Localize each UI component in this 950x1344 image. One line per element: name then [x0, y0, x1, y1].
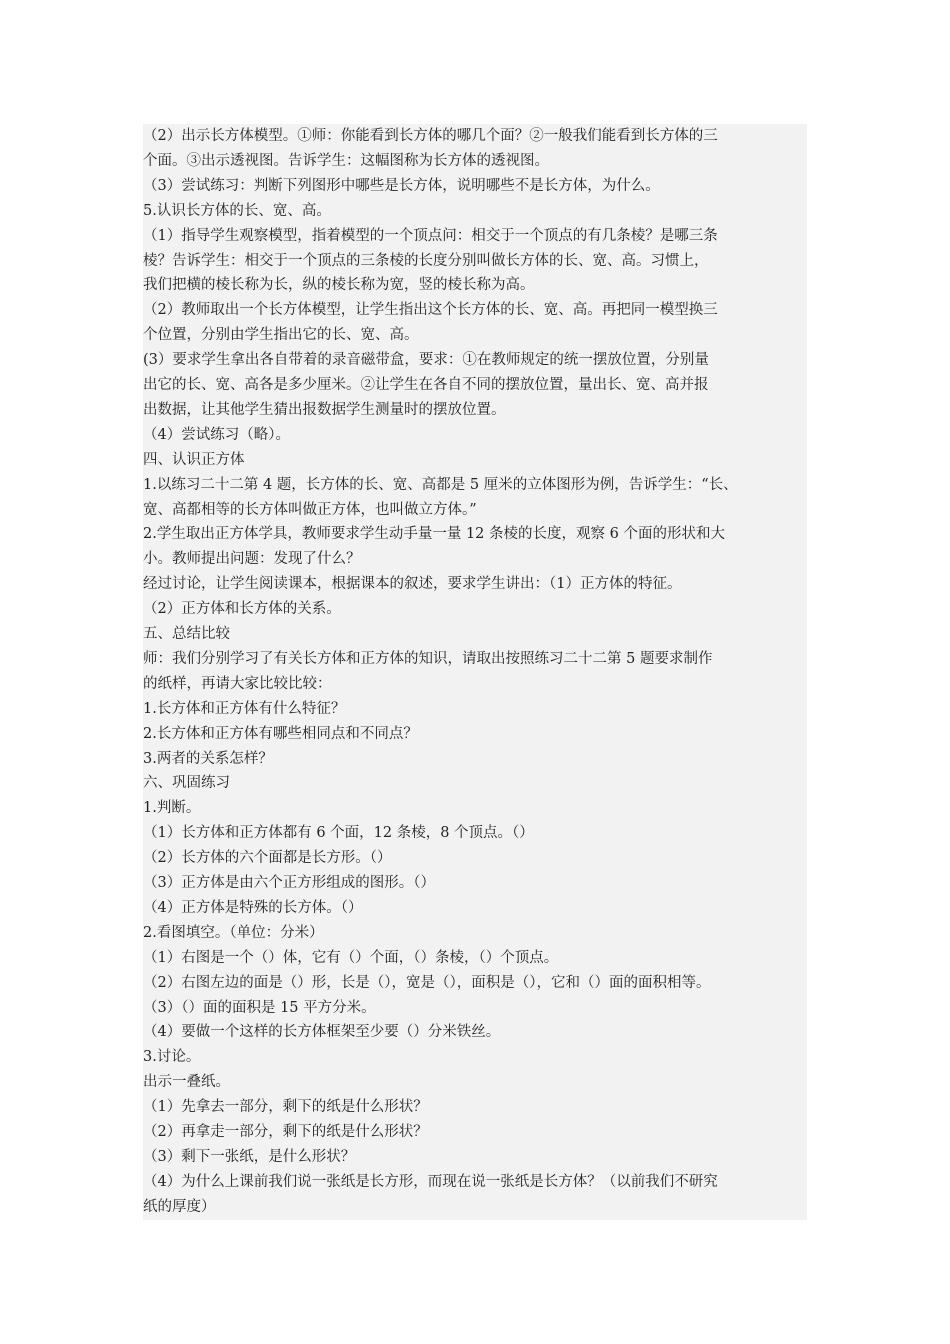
lesson-plan-text-block [143, 124, 807, 1220]
text-line: （2）长方体的六个面都是长方形。（） [143, 850, 392, 867]
text-line: 5.认识长方体的长、宽、高。 [143, 202, 331, 219]
text-line: 的纸样，再请大家比较比较： [143, 675, 332, 692]
text-line: （1）长方体和正方体都有 6 个面，12 条棱，8 个顶点。（） [143, 825, 534, 842]
text-line: 个面。③出示透视图。告诉学生：这幅图称为长方体的透视图。 [143, 152, 549, 169]
text-line: （2）教师取出一个长方体模型，让学生指出这个长方体的长、宽、高。再把同一模型换三 [143, 302, 718, 319]
text-line: 棱？告诉学生：相交于一个顶点的三条棱的长度分别叫做长方体的长、宽、高。习惯上， [143, 252, 709, 269]
text-line: 2.长方体和正方体有哪些相同点和不同点？ [143, 725, 418, 742]
text-line: 1.以练习二十二第 4 题，长方体的长、宽、高都是 5 厘米的立体图形为例，告诉学生：“长、 [143, 476, 738, 493]
text-line: 五、总结比较 [143, 626, 230, 642]
text-line: 1.长方体和正方体有什么特征？ [143, 700, 346, 717]
text-line: 经过讨论，让学生阅读课本，根据课本的叙述，要求学生讲出：（1）正方体的特征。 [143, 576, 682, 593]
text-line: （4）尝试练习（略）。 [143, 426, 290, 443]
text-line: 3.讨论。 [143, 1049, 201, 1066]
text-line: 3.两者的关系怎样？ [143, 750, 273, 767]
text-line: （3）正方体是由六个正方形组成的图形。（） [143, 875, 435, 891]
text-line: (3）要求学生拿出各自带着的录音磁带盒，要求：①在教师规定的统一摆放位置，分别量 [143, 352, 709, 369]
text-line: 纸的厚度） [143, 1198, 216, 1215]
text-line: 个位置，分别由学生指出它的长、宽、高。 [143, 327, 419, 344]
text-line: 师：我们分别学习了有关长方体和正方体的知识，请取出按照练习二十二第 5 题要求制作 [143, 650, 713, 667]
text-line: 宽、高都相等的长方体叫做正方体，也叫做立方体。” [143, 501, 477, 518]
text-line: （2）右图左边的面是（）形，长是（），宽是（），面积是（），它和（）面的面积相等。 [143, 974, 711, 991]
text-line: 四、认识正方体 [143, 451, 245, 468]
text-line: 我们把横的棱长称为长，纵的棱长称为宽，竖的棱长称为高。 [143, 277, 535, 294]
text-line: （1）右图是一个（）体，它有（）个面，（）条棱，（）个顶点。 [143, 949, 559, 966]
text-line: 六、巩固练习 [143, 775, 230, 792]
text-line: （2）再拿走一部分，剩下的纸是什么形状？ [143, 1124, 428, 1140]
text-line: （1）先拿去一部分，剩下的纸是什么形状？ [143, 1099, 428, 1116]
text-line: （2）正方体和长方体的关系。 [143, 601, 341, 618]
text-line: 出示一叠纸。 [143, 1074, 230, 1091]
text-line: （3）（）面的面积是 15 平方分米。 [143, 999, 376, 1016]
text-line: （4）为什么上课前我们说一张纸是长方形，而现在说一张纸是长方体？（以前我们不研究 [143, 1173, 718, 1190]
text-line: 小。教师提出问题：发现了什么？ [143, 551, 361, 568]
text-line: 2.看图填空。（单位：分米） [143, 924, 324, 941]
text-line: （4）要做一个这样的长方体框架至少要（）分米铁丝。 [143, 1024, 501, 1041]
text-line: 出数据，让其他学生猜出报数据学生测量时的摆放位置。 [143, 401, 506, 418]
text-line: 2.学生取出正方体学具，教师要求学生动手量一量 12 条棱的长度，观察 6 个面的形状和大 [143, 526, 725, 543]
text-line: （2）出示长方体模型。①师：你能看到长方体的哪几个面？②一般我们能看到长方体的三 [143, 128, 718, 144]
text-line: 1.判断。 [143, 800, 201, 817]
text-line: （1）指导学生观察模型，指着模型的一个顶点问：相交于一个顶点的有几条棱？是哪三条 [143, 227, 718, 244]
text-line: （3）尝试练习：判断下列图形中哪些是长方体，说明哪些不是长方体，为什么。 [143, 177, 660, 194]
text-line: 出它的长、宽、高各是多少厘米。②让学生在各自不同的摆放位置，量出长、宽、高并报 [143, 377, 709, 393]
text-line: （3）剩下一张纸，是什么形状？ [143, 1148, 356, 1165]
text-line: （4）正方体是特殊的长方体。（） [143, 899, 363, 916]
